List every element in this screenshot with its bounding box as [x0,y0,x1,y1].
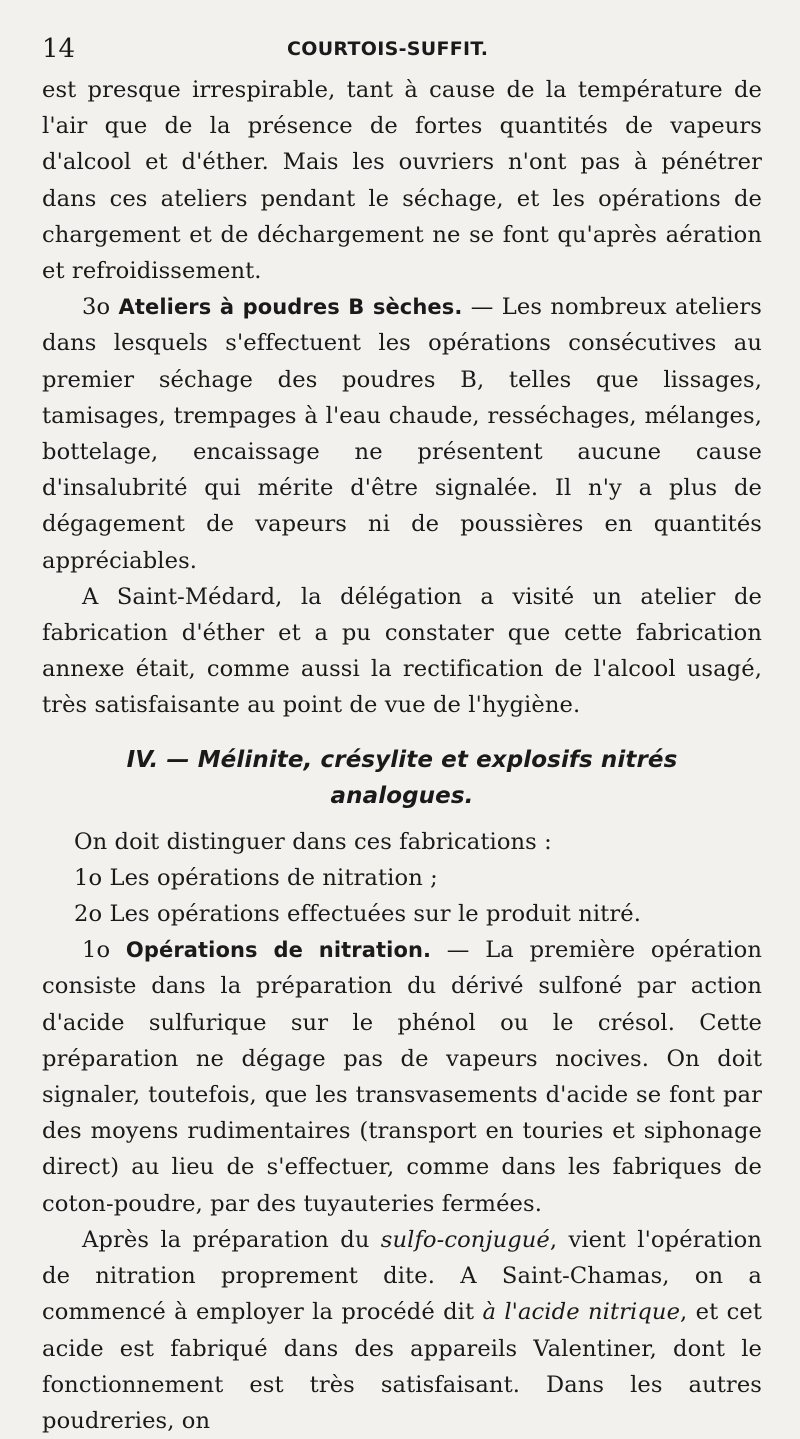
paragraph-nitration-proprement-dite [42,1222,762,1439]
paragraph-text: Après la préparation du [82,1226,381,1253]
page-number: 14 [42,34,76,64]
page-header [42,32,762,72]
italic-term: à l'acide nitrique [482,1299,681,1326]
running-head: COURTOIS-SUFFIT. [287,38,489,60]
paragraph-saint-medard: A Saint-Médard, la délégation a visité un atelier de fabrication d'éther et a pu constater que cette fabrication annexe était, comme aussi la rectification de l'alcool usagé, très satisfaisante au point de vue de l'hygiène. [42,583,762,719]
paragraph-intro: On doit distinguer dans ces fabrications : [74,828,552,855]
italic-term: sulfo-conjugué [380,1226,550,1253]
item-number: 1o [82,937,111,964]
section-title: IV. — Mélinite, crésylite et explosifs nitrés analogues. [126,746,678,809]
run-in-heading: Ateliers à poudres B sèches. [118,295,463,320]
paragraph-text: — Les nombreux ateliers dans lesquels s'effectuent les opérations consécutives au premier séchage des poudres B, telles que lissages, tamisages, trempages à l'eau chaude, resséchages, mélanges, bottelage, encaissage ne présentent aucune cause d'insalubrité qui mérite d'être signalée. Il n'y a plus de dégagement de vapeurs ni de poussières en quantités appréciables. [42,294,762,574]
list-item-2: 2o Les opérations effectuées sur le produit nitré. [74,901,642,928]
paragraph-operations-nitration [42,932,762,1222]
list-item-1: 1o Les opérations de nitration ; [74,864,438,891]
body-text [42,72,762,1439]
run-in-heading: Opérations de nitration. [125,938,432,963]
paragraph-ateliers-poudres-b [42,289,762,579]
paragraph-text: , et cet acide est fabriqué dans des appareils Valentiner, dont le fonctionnement est très satisfaisant. Dans les autres poudreries, on [42,1299,762,1434]
item-number: 3o [82,294,111,321]
paragraph-text: , vient l'opération de nitration proprement dite. A Saint-Chamas, on a commencé à employer la procédé dit [42,1226,762,1326]
paragraph-text: — La première opération consiste dans la préparation du dérivé sulfoné par action d'acide sulfurique sur le phénol ou le crésol. Cette préparation ne dégage pas de vapeurs nocives. On doit signaler, toutefois, que les transvasements d'acide se font par des moyens rudimentaires (transport en touries et siphonage direct) au lieu de s'effectuer, comme dans les fabriques de coton-poudre, par des tuyauteries fermées. [42,937,762,1217]
paragraph-continuation: est presque irrespirable, tant à cause de la température de l'air que de la présence de fortes quantités de vapeurs d'alcool et d'éther. Mais les ouvriers n'ont pas à pénétrer dans ces ateliers pendant le séchage, et les opérations de chargement et de déchargement ne se font qu'après aération et refroidissement. [42,77,762,285]
